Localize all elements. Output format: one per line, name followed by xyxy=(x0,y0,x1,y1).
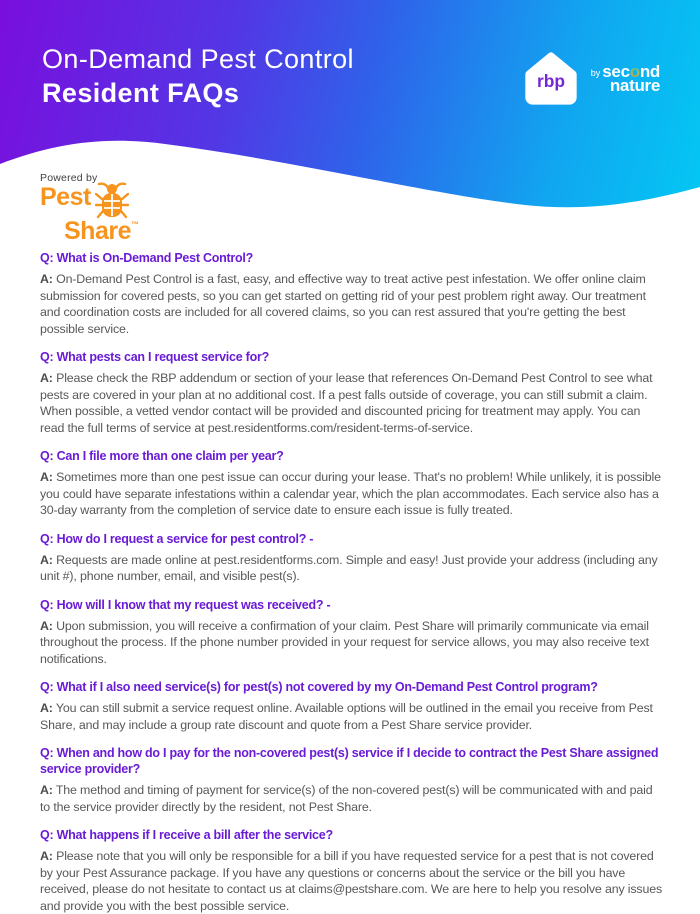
faq-answer xyxy=(40,370,664,436)
faq-answer xyxy=(40,271,664,337)
faq-item xyxy=(40,531,664,585)
faq-question: Q: What pests can I request service for? xyxy=(40,350,269,364)
faq-question: Q: How do I request a service for pest control? - xyxy=(40,531,314,546)
rbp-house-icon xyxy=(520,48,582,110)
faq-item xyxy=(40,679,664,733)
faq-list xyxy=(0,240,700,914)
answer-prefix: A: xyxy=(40,701,53,715)
answer-prefix: A: xyxy=(40,783,53,797)
answer-text: Please note that you will only be responsible for a bill if you have requested service for a pest that is not covered by your Pest Assurance package. If you have any questions or concerns about the service or the bill you have received, please do not hesitate to contact us at claims@pestshare.com. We are here to help you resolve any issues and provide you with the best possible service. xyxy=(40,849,663,913)
faq-question: Q: How will I know that my request was received? - xyxy=(40,597,331,612)
answer-text: You can still submit a service request online. Available options will be outlined in the email you receive from Pest Share, and may include a group rate discount and quote from a Pest Share service provider. xyxy=(40,701,653,732)
faq-answer xyxy=(40,469,664,519)
answer-prefix: A: xyxy=(40,618,53,633)
beetle-icon xyxy=(95,180,129,220)
faq-answer xyxy=(40,552,664,585)
answer-prefix: A: xyxy=(40,552,53,567)
faq-answer xyxy=(40,782,664,815)
answer-text: The method and timing of payment for service(s) of the non-covered pest(s) will be communicated with and paid to the service provider directly by the resident, not Pest Share. xyxy=(40,783,653,814)
answer-text: Requests are made online at pest.residentforms.com. Simple and easy! Just provide your address (including any unit #), phone number, email, and visible pest(s). xyxy=(40,552,658,583)
answer-text: Please check the RBP addendum or section of your lease that references On-Demand Pest Control to see what pests are covered in your plan at no additional cost. If a pest falls outside of coverage, you can still submit a claim. When possible, a vetted vendor contact will be provided and discounted pricing for treatment may apply. You can read the full terms of service at pest.residentforms.com/resident-terms-of-service. xyxy=(40,371,653,435)
svg-text:rbp: rbp xyxy=(536,70,565,91)
answer-text: Upon submission, you will receive a confirmation of your claim. Pest Share will primarily communicate via email throughout the process. If the phone number provided in your request for service allows, you may also receive text notifications. xyxy=(40,618,649,666)
trademark-symbol: ™ xyxy=(130,220,139,229)
faq-question: Q: When and how do I pay for the non-covered pest(s) service if I decide to contract the Pest Share assigned service provider? xyxy=(40,746,659,776)
second-nature-words: second nature xyxy=(602,62,660,95)
page-title-line1: On-Demand Pest Control xyxy=(42,44,354,74)
answer-prefix: A: xyxy=(40,371,53,385)
faq-question: Q: What if I also need service(s) for pest(s) not covered by my On-Demand Pest Control program? xyxy=(40,680,598,694)
powered-by-label: Powered by xyxy=(40,172,98,184)
second-nature-wordmark xyxy=(590,62,660,95)
page-title xyxy=(42,42,354,110)
faq-answer xyxy=(40,848,664,914)
answer-text: On-Demand Pest Control is a fast, easy, and effective way to treat active pest infestation. We offer online claim submission for covered pests, so you can get started on getting rid of your pest problem right away. Our treatment and coordination costs are included for all covered claims, so you can rest assured that you're getting the best possible service. xyxy=(40,272,646,336)
pest-share-logo xyxy=(40,172,139,243)
faq-answer xyxy=(40,618,664,668)
faq-question: Q: Can I file more than one claim per year? xyxy=(40,449,284,463)
faq-item xyxy=(40,745,664,815)
faq-answer xyxy=(40,700,664,733)
answer-prefix: A: xyxy=(40,470,53,484)
faq-item xyxy=(40,349,664,436)
answer-prefix: A: xyxy=(40,272,53,286)
page-title-line2: Resident FAQs xyxy=(42,78,240,108)
faq-item xyxy=(40,250,664,337)
answer-text: Sometimes more than one pest issue can occur during your lease. That's no problem! While unlikely, it is possible you could have separate infestations within a calendar year, which the plan accommodates. Each service also has a 30-day warranty from the completion of service date to ensure each issue is fully treated. xyxy=(40,470,661,517)
faq-question: Q: What is On-Demand Pest Control? xyxy=(40,251,254,265)
faq-item xyxy=(40,448,664,519)
faq-question: Q: What happens if I receive a bill after the service? xyxy=(40,828,333,842)
faq-item xyxy=(40,827,664,914)
faq-item xyxy=(40,597,664,668)
byline-by: by xyxy=(590,68,601,78)
pest-share-word2: Share xyxy=(64,217,131,245)
pest-share-word1: Pest xyxy=(40,183,91,211)
rbp-second-nature-logo xyxy=(520,48,660,110)
answer-prefix: A: xyxy=(40,849,53,863)
